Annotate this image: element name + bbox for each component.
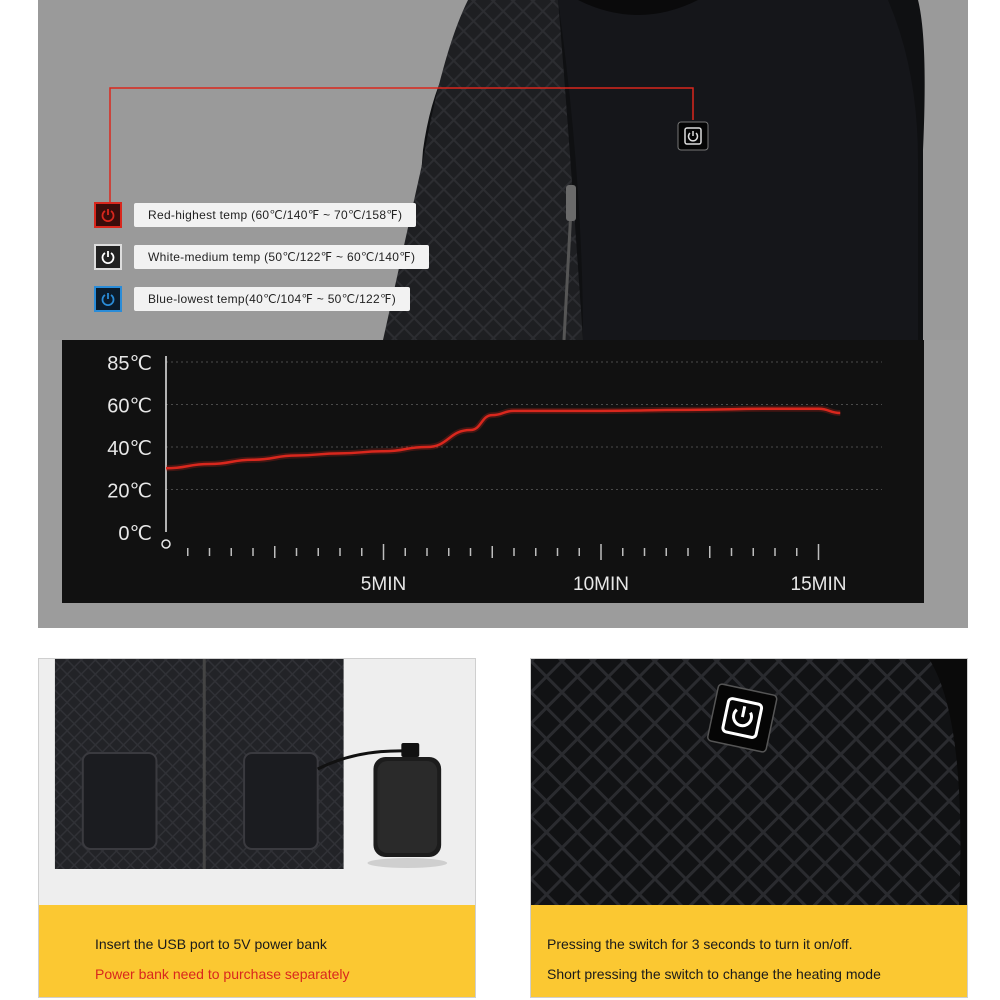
- power-icon: [94, 202, 122, 228]
- temperature-line: [166, 409, 840, 469]
- y-tick-label: 40℃: [107, 438, 152, 460]
- y-tick-label: 60℃: [107, 395, 152, 418]
- x-tick-label: 5MIN: [360, 574, 407, 595]
- y-tick-label: 0℃: [118, 523, 152, 545]
- heating-modes-panel: [38, 0, 968, 628]
- switch-panel: [530, 658, 968, 998]
- legend-red-row: [94, 202, 416, 228]
- power-bank-photo: [39, 659, 475, 905]
- caption-power-bank-note: Power bank need to purchase separately: [95, 966, 350, 982]
- legend-blue-row: [94, 286, 410, 312]
- axis-origin: [162, 540, 170, 548]
- power-bank-caption: [39, 905, 475, 998]
- y-tick-label: 85℃: [107, 353, 152, 375]
- legend-label-blue: Blue-lowest temp(40℃/104℉ ~ 50℃/122℉): [134, 287, 410, 311]
- y-tick-label: 20℃: [107, 480, 152, 503]
- x-tick-label: 10MIN: [573, 574, 629, 595]
- power-icon: [94, 244, 122, 270]
- switch-photo: [531, 659, 967, 905]
- legend-white-row: [94, 244, 429, 270]
- temperature-chart-svg: [62, 340, 924, 603]
- caption-long-press: Pressing the switch for 3 seconds to turn it on/off.: [547, 936, 853, 952]
- caption-short-press: Short pressing the switch to change the heating mode: [547, 966, 881, 982]
- caption-usb: Insert the USB port to 5V power bank: [95, 936, 327, 952]
- legend-label-red: Red-highest temp (60℃/140℉ ~ 70℃/158℉): [134, 203, 416, 227]
- power-icon: [94, 286, 122, 312]
- legend-label-white: White-medium temp (50℃/122℉ ~ 60℃/140℉): [134, 245, 429, 269]
- temperature-chart: [62, 340, 924, 603]
- power-bank-panel: [38, 658, 476, 998]
- switch-caption: [531, 905, 967, 998]
- x-tick-label: 15MIN: [790, 574, 847, 595]
